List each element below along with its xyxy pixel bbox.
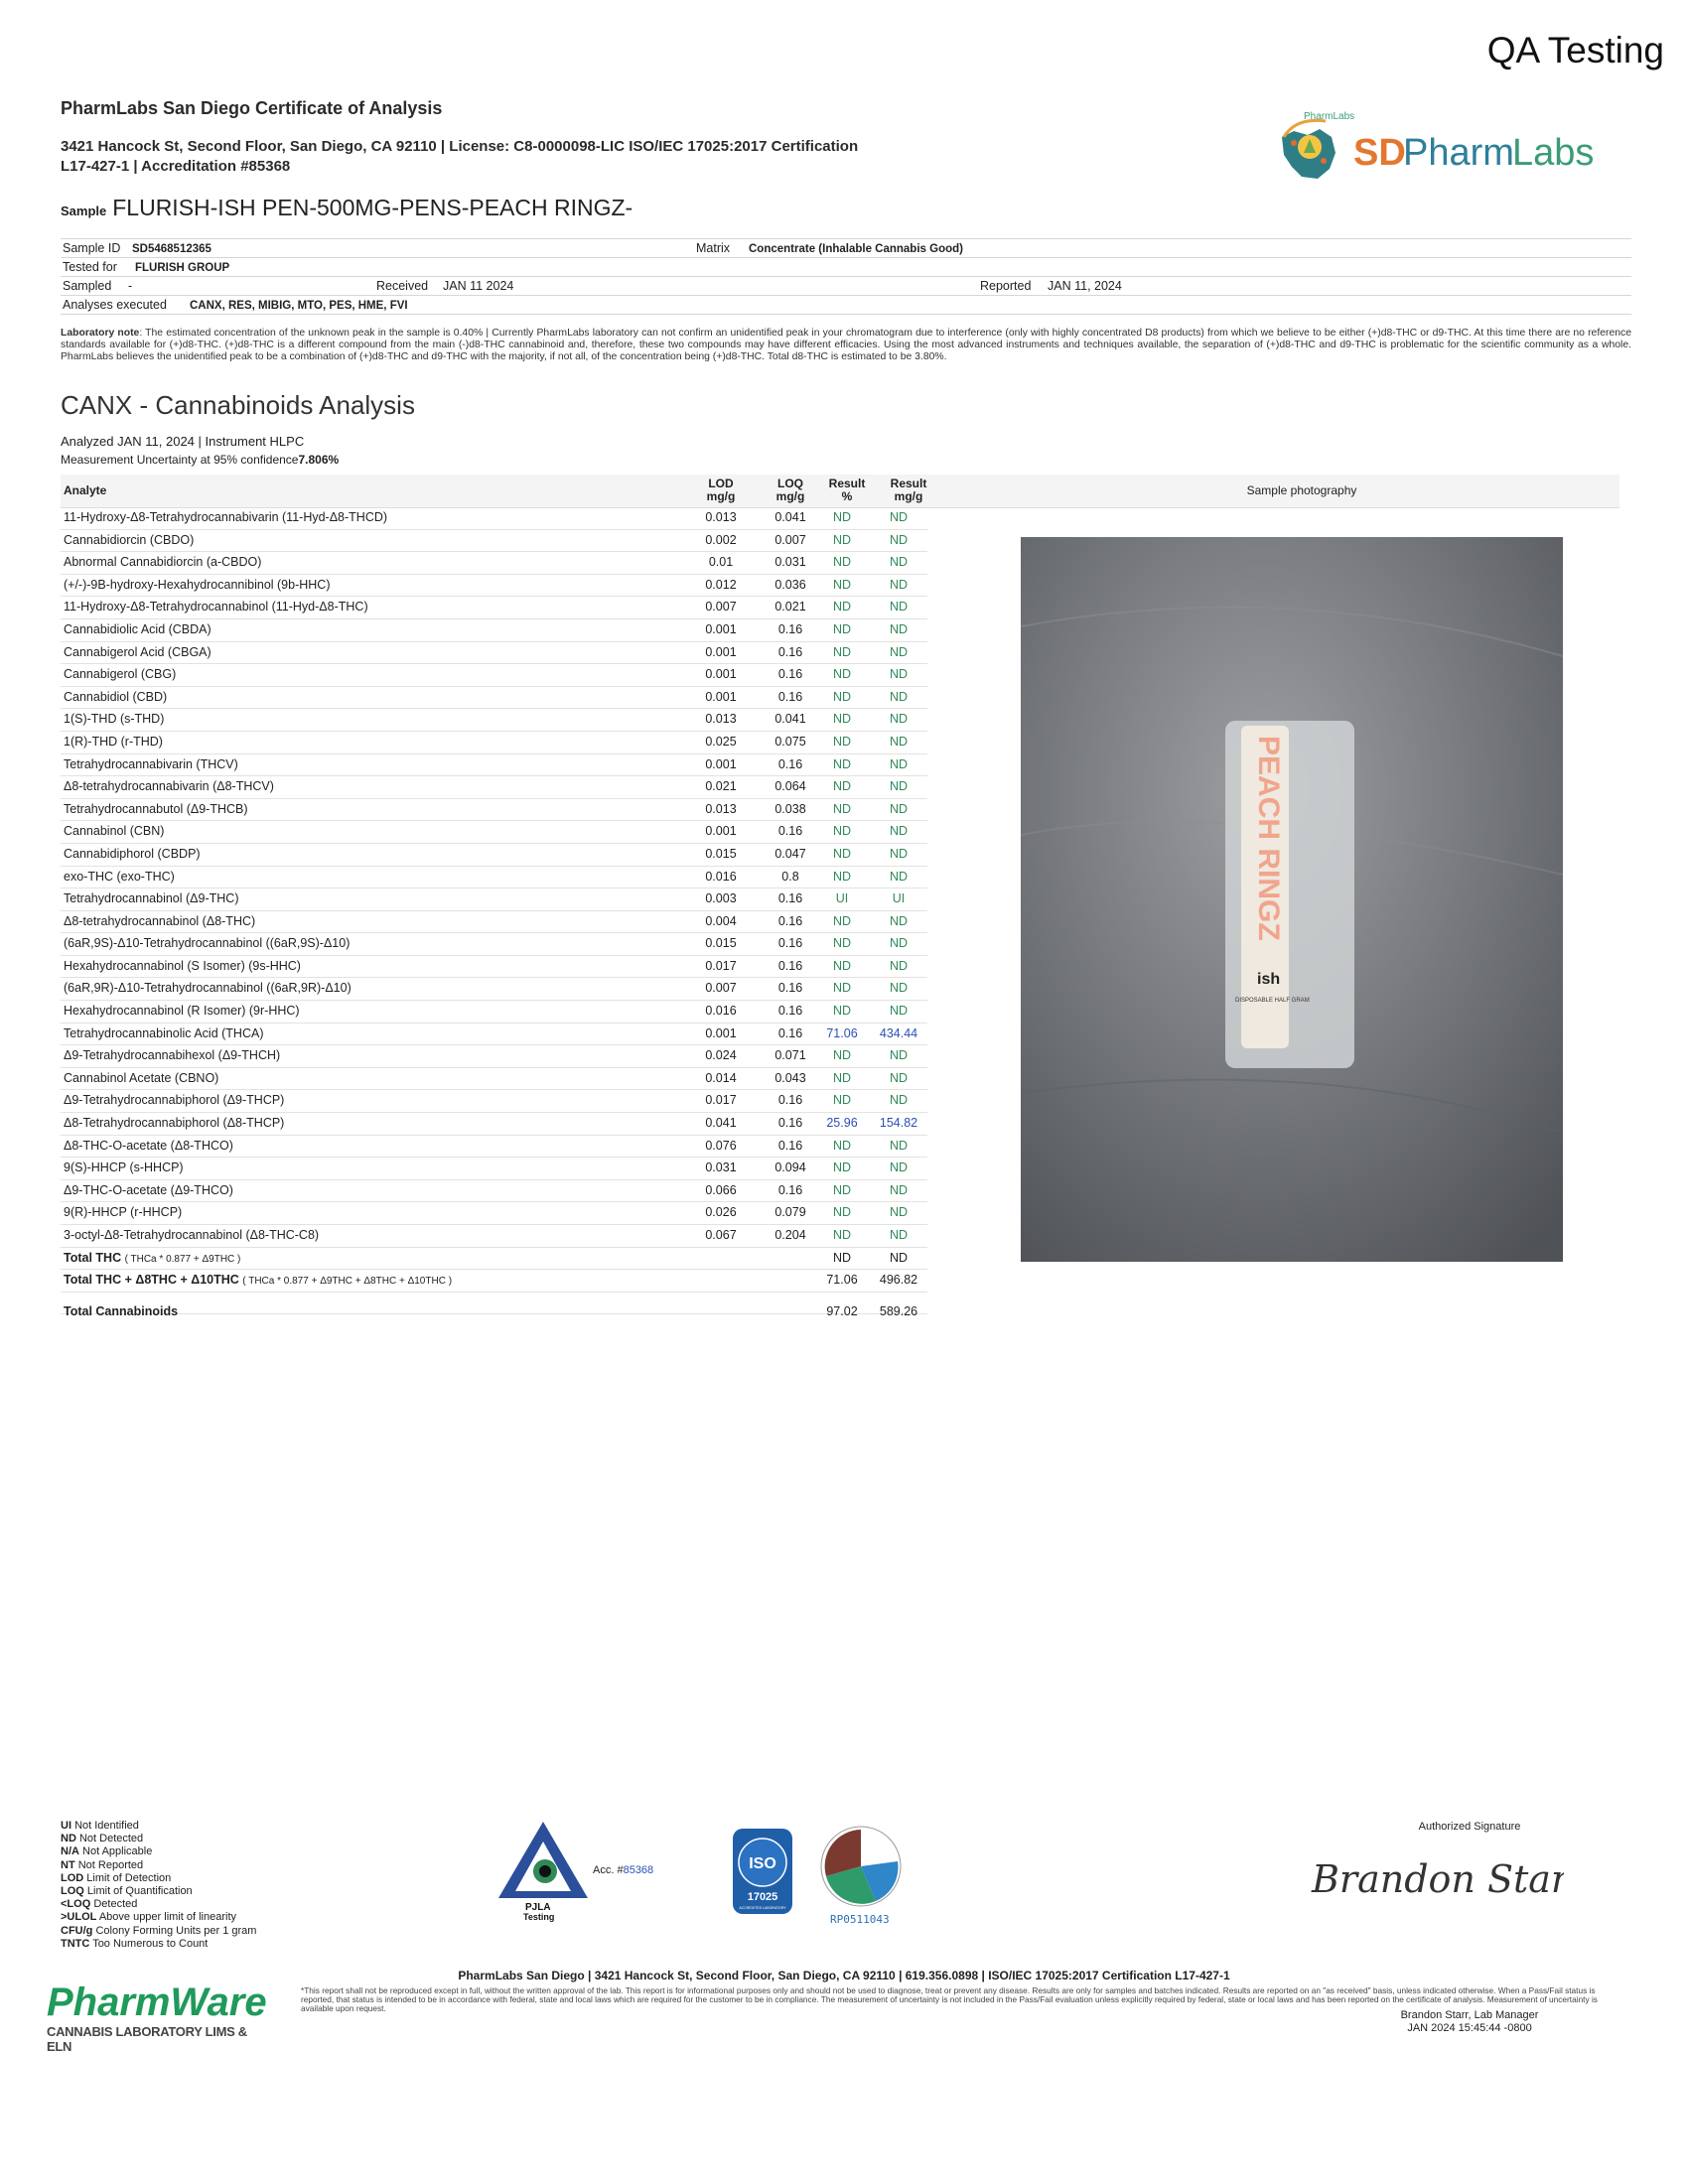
svg-text:Labs: Labs <box>1512 132 1595 174</box>
table-row <box>61 1113 927 1136</box>
loq-value: 0.16 <box>777 1116 803 1131</box>
signature-date: JAN 2024 15:45:44 -0800 <box>1407 2022 1532 2034</box>
analyte-name: 9(S)-HHCP (s-HHCP) <box>64 1160 184 1175</box>
result-mg: UI <box>892 891 906 906</box>
loq-value: 0.038 <box>774 801 806 816</box>
sample-id-label: Sample ID <box>63 241 121 255</box>
pharmware-subtitle: CANNABIS LABORATORY LIMS & ELN <box>47 2024 247 2054</box>
result-mg: ND <box>889 621 909 636</box>
loq-value: 0.16 <box>777 644 803 659</box>
cannabinoid-table <box>61 507 927 1314</box>
loq-value: 0.036 <box>774 577 806 592</box>
authorized-signature-label: Authorized Signature <box>1418 1821 1521 1833</box>
result-pct: ND <box>832 667 852 682</box>
result-mg: ND <box>889 1138 909 1153</box>
header-result-pct: Result % <box>828 477 866 503</box>
total-mg: 496.82 <box>879 1273 918 1288</box>
result-pct: ND <box>832 689 852 704</box>
result-pct: ND <box>832 532 852 547</box>
result-pct: ND <box>832 981 852 996</box>
result-mg: ND <box>889 1160 909 1175</box>
lod-value: 0.001 <box>705 824 737 839</box>
analyte-name: Cannabidiolic Acid (CBDA) <box>64 621 211 636</box>
analyte-name: Tetrahydrocannabinol (Δ9-THC) <box>64 891 239 906</box>
analyte-name: Tetrahydrocannabinolic Acid (THCA) <box>64 1025 264 1040</box>
lod-value: 0.015 <box>705 936 737 951</box>
matrix-label: Matrix <box>696 241 731 255</box>
lod-value: 0.013 <box>705 510 737 524</box>
received-value: JAN 11 2024 <box>443 279 514 293</box>
result-pct: ND <box>832 1093 852 1108</box>
result-pct: ND <box>832 1070 852 1085</box>
dea-seal-icon <box>816 1822 906 1911</box>
table-row <box>61 911 927 934</box>
result-pct: ND <box>832 734 852 749</box>
lod-value: 0.013 <box>705 801 737 816</box>
photo-label-text: PEACH RINGZ <box>1252 736 1285 941</box>
analyte-name: 11-Hydroxy-Δ8-Tetrahydrocannabinol (11-Hyd-Δ8-THC) <box>64 600 368 614</box>
legend-item: N/A Not Applicable <box>61 1845 153 1858</box>
analyte-name: (6aR,9S)-Δ10-Tetrahydrocannabinol ((6aR,9S)-Δ10) <box>64 936 351 951</box>
section-title: CANX - Cannabinoids Analysis <box>61 390 415 420</box>
table-row <box>61 821 927 844</box>
loq-value: 0.079 <box>774 1205 806 1220</box>
sample-id-value: SD5468512365 <box>132 243 211 255</box>
total-cannabinoids-mg: 589.26 <box>879 1304 918 1318</box>
loq-value: 0.041 <box>774 712 806 727</box>
analyte-name: exo-THC (exo-THC) <box>64 869 175 884</box>
result-mg: ND <box>889 1070 909 1085</box>
table-row <box>61 530 927 553</box>
loq-value: 0.16 <box>777 958 803 973</box>
lod-value: 0.007 <box>705 981 737 996</box>
result-pct: 25.96 <box>826 1116 858 1131</box>
analyte-name: (6aR,9R)-Δ10-Tetrahydrocannabinol ((6aR,9R)-Δ10) <box>64 981 352 996</box>
table-row <box>61 933 927 956</box>
loq-value: 0.16 <box>777 1093 803 1108</box>
result-mg: ND <box>889 779 909 794</box>
loq-value: 0.16 <box>777 1182 803 1197</box>
table-row <box>61 575 927 598</box>
loq-value: 0.041 <box>774 510 806 524</box>
lod-value: 0.076 <box>705 1138 737 1153</box>
result-pct: UI <box>835 891 849 906</box>
result-mg: ND <box>889 913 909 928</box>
lod-value: 0.016 <box>705 1004 737 1019</box>
result-pct: ND <box>832 869 852 884</box>
analyte-name: Cannabinol (CBN) <box>64 824 165 839</box>
lod-value: 0.001 <box>705 644 737 659</box>
total-row <box>61 1248 927 1271</box>
uncertainty-value: 7.806% <box>298 453 340 467</box>
result-pct: ND <box>832 1004 852 1019</box>
info-row-id <box>61 238 1631 258</box>
result-pct: ND <box>832 824 852 839</box>
result-pct: ND <box>832 644 852 659</box>
table-row <box>61 799 927 822</box>
pharmware-logo <box>47 1980 275 2060</box>
analyte-name: Cannabidiol (CBD) <box>64 689 168 704</box>
total-mg: ND <box>889 1250 909 1265</box>
lod-value: 0.017 <box>705 1093 737 1108</box>
uncertainty-line <box>61 453 339 467</box>
loq-value: 0.16 <box>777 936 803 951</box>
reported-label: Reported <box>980 279 1032 293</box>
loq-value: 0.16 <box>777 667 803 682</box>
total-cannabinoids-pct: 97.02 <box>826 1304 858 1318</box>
analyte-name: 11-Hydroxy-Δ8-Tetrahydrocannabivarin (11-Hyd-Δ8-THCD) <box>64 510 388 524</box>
result-pct: ND <box>832 1048 852 1063</box>
legend-item: <LOQ Detected <box>61 1898 138 1911</box>
analyte-name: Δ8-tetrahydrocannabinol (Δ8-THC) <box>64 913 256 928</box>
table-row <box>61 619 927 642</box>
result-mg: ND <box>889 1093 909 1108</box>
analyte-name: Δ8-Tetrahydrocannabiphorol (Δ8-THCP) <box>64 1116 285 1131</box>
loq-value: 0.16 <box>777 621 803 636</box>
lab-address: 3421 Hancock St, Second Floor, San Diego, CA 92110 | License: C8-0000098-LIC ISO/IEC 17025:2017 Certification <box>61 138 859 155</box>
svg-text:Testing: Testing <box>523 1912 555 1922</box>
table-row <box>61 664 927 687</box>
lod-value: 0.017 <box>705 958 737 973</box>
dea-id: RP0511043 <box>830 1913 890 1926</box>
result-mg: ND <box>889 734 909 749</box>
result-pct: ND <box>832 756 852 771</box>
table-row <box>61 978 927 1001</box>
legend-item: LOQ Limit of Quantification <box>61 1885 193 1898</box>
header-result-mg: Result mg/g <box>890 477 927 503</box>
analyte-name: Cannabidiorcin (CBDO) <box>64 532 195 547</box>
result-mg: ND <box>889 958 909 973</box>
uncertainty-label: Measurement Uncertainty at 95% confidence <box>61 453 299 467</box>
table-row <box>61 642 927 665</box>
loq-value: 0.16 <box>777 1025 803 1040</box>
svg-text:Brandon Starr: Brandon Starr <box>1312 1857 1564 1901</box>
sample-info-table <box>61 238 1631 315</box>
analyte-name: Cannabinol Acetate (CBNO) <box>64 1070 219 1085</box>
lab-note-text: : The estimated concentration of the unknown peak in the sample is 0.40% | Currently PharmLabs laboratory can not confirm an unidentified peak in your chromatogram due to interference (only with highly concentrated D8 products) from which we believe to be either (+)d8-THC or d9-THC. At this time there are no reference standards available for (+)d8-THC. (+)d8-THC is a different compound from the main (-)d8-THC cannabinoid and, therefore, these two compounds may have different efficacies. Using the most advanced instruments and techniques available, the separation of (+)d8-THC and d9-THC is problematic for the scientific community as a whole. PharmLabs believes the unidentified peak to be a combination of (+)d8-THC and d9-THC with the majority, if not all, of the concentration being (+)d8-THC. Total d8-THC is estimated to be 3.80%. <box>61 328 1631 362</box>
laboratory-note <box>61 328 1631 363</box>
analyte-name: Cannabidiphorol (CBDP) <box>64 846 201 861</box>
result-mg: ND <box>889 712 909 727</box>
matrix-value: Concentrate (Inhalable Cannabis Good) <box>749 243 963 255</box>
result-mg: ND <box>889 600 909 614</box>
iso-badge-icon <box>731 1827 794 1916</box>
result-pct: ND <box>832 621 852 636</box>
loq-value: 0.8 <box>781 869 799 884</box>
result-pct: ND <box>832 1182 852 1197</box>
lod-value: 0.024 <box>705 1048 737 1063</box>
info-row-analyses <box>61 296 1631 315</box>
result-mg: ND <box>889 1228 909 1242</box>
sample-photo-image <box>1021 537 1563 1262</box>
footer-disclaimer: *This report shall not be reproduced except in full, without the written approval of the lab. This report is for informational purposes only and should not be used to diagnose, treat or prevent any disease. Results are only for samples and batches indicated. Results are reported on an "as received" basis, unless indicated otherwise. When a Pass/Fail status is reported, that status is intended to be in accordance with federal, state and local laws which are required for the customer to be in compliance. The measurement of uncertainty is not included in the Pass/Fail evaluation unless explicitly required by federal, state or local laws and has been reported on the certificate of analysis. Measurement of uncertainty is available upon request. <box>301 1985 1598 2013</box>
sample-label: Sample <box>61 204 107 218</box>
result-mg: ND <box>889 1004 909 1019</box>
result-mg: 434.44 <box>879 1025 918 1040</box>
svg-text:17025: 17025 <box>747 1891 778 1903</box>
total-row <box>61 1270 927 1293</box>
lod-value: 0.002 <box>705 532 737 547</box>
lod-value: 0.001 <box>705 689 737 704</box>
photo-sub-text: DISPOSABLE HALF GRAM <box>1235 998 1310 1004</box>
analyte-name: Cannabigerol Acid (CBGA) <box>64 644 211 659</box>
result-mg: ND <box>889 756 909 771</box>
tested-for-label: Tested for <box>63 260 117 274</box>
legend-item: TNTC Too Numerous to Count <box>61 1937 209 1950</box>
lod-value: 0.066 <box>705 1182 737 1197</box>
table-row <box>61 1068 927 1091</box>
analyte-name: 9(R)-HHCP (r-HHCP) <box>64 1205 183 1220</box>
loq-value: 0.007 <box>774 532 806 547</box>
table-row <box>61 687 927 710</box>
svg-text:PJLA: PJLA <box>525 1902 551 1913</box>
result-mg: ND <box>889 510 909 524</box>
loq-value: 0.16 <box>777 824 803 839</box>
result-pct: ND <box>832 600 852 614</box>
result-pct: ND <box>832 555 852 570</box>
info-row-tested-for <box>61 258 1631 277</box>
pharmware-wordmark: PharmWare <box>47 1980 267 2024</box>
svg-text:ISO: ISO <box>749 1855 776 1872</box>
lod-value: 0.015 <box>705 846 737 861</box>
received-label: Received <box>376 279 429 293</box>
total-cannabinoids-row <box>61 1300 927 1322</box>
legend-item: UI Not Identified <box>61 1820 139 1832</box>
lod-value: 0.025 <box>705 734 737 749</box>
analyte-name: Δ8-THC-O-acetate (Δ8-THCO) <box>64 1138 233 1153</box>
result-pct: ND <box>832 913 852 928</box>
result-pct: ND <box>832 779 852 794</box>
analyte-name: 3-octyl-Δ8-Tetrahydrocannabinol (Δ8-THC-C8) <box>64 1228 320 1242</box>
table-row <box>61 709 927 732</box>
loq-value: 0.16 <box>777 913 803 928</box>
total-pct: ND <box>832 1250 852 1265</box>
analyses-value: CANX, RES, MIBIG, MTO, PES, HME, FVI <box>190 300 408 312</box>
table-row <box>61 776 927 799</box>
loq-value: 0.071 <box>774 1048 806 1063</box>
lab-accreditation: L17-427-1 | Accreditation #85368 <box>61 158 291 175</box>
analyte-name: (+/-)-9B-hydroxy-Hexahydrocannibinol (9b-HHC) <box>64 577 331 592</box>
sampled-value: - <box>128 279 133 293</box>
result-pct: ND <box>832 1138 852 1153</box>
result-mg: ND <box>889 936 909 951</box>
lod-value: 0.001 <box>705 1025 737 1040</box>
lod-value: 0.041 <box>705 1116 737 1131</box>
analyte-name: Abnormal Cannabidiorcin (a-CBDO) <box>64 555 262 570</box>
loq-value: 0.16 <box>777 1004 803 1019</box>
loq-value: 0.16 <box>777 689 803 704</box>
loq-value: 0.043 <box>774 1070 806 1085</box>
info-row-dates <box>61 277 1631 296</box>
sdpharmlabs-logo <box>1274 107 1631 187</box>
table-row <box>61 1225 927 1248</box>
total-label: Total THC + Δ8THC + Δ10THC ( THCa * 0.877 + Δ9THC + Δ8THC + Δ10THC ) <box>64 1273 453 1288</box>
svg-text:PharmLabs: PharmLabs <box>1304 111 1355 122</box>
table-row <box>61 1001 927 1024</box>
loq-value: 0.047 <box>774 846 806 861</box>
analyte-name: 1(R)-THD (r-THD) <box>64 734 163 749</box>
analyte-name: Hexahydrocannabinol (R Isomer) (9r-HHC) <box>64 1004 300 1019</box>
lod-value: 0.007 <box>705 600 737 614</box>
analyte-name: Hexahydrocannabinol (S Isomer) (9s-HHC) <box>64 958 301 973</box>
analyte-name: Δ9-THC-O-acetate (Δ9-THCO) <box>64 1182 233 1197</box>
result-mg: ND <box>889 869 909 884</box>
svg-text:SD: SD <box>1353 132 1406 174</box>
reported-value: JAN 11, 2024 <box>1048 279 1122 293</box>
result-pct: ND <box>832 1160 852 1175</box>
table-row <box>61 754 927 777</box>
table-row <box>61 888 927 911</box>
table-row <box>61 507 927 530</box>
lod-value: 0.026 <box>705 1205 737 1220</box>
result-pct: ND <box>832 712 852 727</box>
loq-value: 0.031 <box>774 555 806 570</box>
result-mg: ND <box>889 824 909 839</box>
analyte-name: Δ9-Tetrahydrocannabiphorol (Δ9-THCP) <box>64 1093 285 1108</box>
table-row <box>61 1045 927 1068</box>
photo-brand-text: ish <box>1257 971 1281 988</box>
result-mg: ND <box>889 555 909 570</box>
result-mg: ND <box>889 1048 909 1063</box>
result-pct: ND <box>832 936 852 951</box>
lod-value: 0.001 <box>705 621 737 636</box>
lab-title: PharmLabs San Diego Certificate of Analysis <box>61 98 443 118</box>
legend-item: NT Not Reported <box>61 1858 144 1871</box>
lod-value: 0.031 <box>705 1160 737 1175</box>
analyzed-line: Analyzed JAN 11, 2024 | Instrument HLPC <box>61 434 305 449</box>
result-mg: ND <box>889 689 909 704</box>
iso-17025-badge <box>731 1827 794 1916</box>
analyte-name: Δ8-tetrahydrocannabivarin (Δ8-THCV) <box>64 779 274 794</box>
table-row <box>61 732 927 754</box>
lab-note-label: Laboratory note <box>61 328 140 339</box>
total-label: Total THC ( THCa * 0.877 + Δ9THC ) <box>64 1250 241 1265</box>
result-mg: ND <box>889 532 909 547</box>
loq-value: 0.16 <box>777 756 803 771</box>
qa-testing-label: QA Testing <box>1486 30 1664 70</box>
header-analyte: Analyte <box>64 483 107 497</box>
header-photo: Sample photography <box>1246 483 1357 497</box>
dea-seal <box>816 1822 906 1931</box>
table-row <box>61 956 927 979</box>
header-loq: LOQ mg/g <box>775 477 805 503</box>
svg-text:Pharm: Pharm <box>1403 132 1514 174</box>
loq-value: 0.075 <box>774 734 806 749</box>
svg-text:ACCREDITED LABORATORY: ACCREDITED LABORATORY <box>739 1906 786 1910</box>
total-pct: 71.06 <box>826 1273 858 1288</box>
table-row <box>61 1202 927 1225</box>
signature <box>1306 1848 1564 1908</box>
logo-emblem-icon <box>1274 107 1631 187</box>
header-lod: LOD mg/g <box>706 477 736 503</box>
table-row <box>61 552 927 575</box>
table-row <box>61 1158 927 1180</box>
lod-value: 0.003 <box>705 891 737 906</box>
result-mg: ND <box>889 1182 909 1197</box>
loq-value: 0.204 <box>774 1228 806 1242</box>
result-mg: 154.82 <box>879 1116 918 1131</box>
sample-name: FLURISH-ISH PEN-500MG-PENS-PEACH RINGZ- <box>112 195 633 220</box>
footer-address: PharmLabs San Diego | 3421 Hancock St, Second Floor, San Diego, CA 92110 | 619.356.0898 | ISO/IEC 17025:2017 Certification L17-427-1 <box>458 1969 1230 1982</box>
analyses-label: Analyses executed <box>63 298 167 312</box>
analyte-name: Δ9-Tetrahydrocannabihexol (Δ9-THCH) <box>64 1048 281 1063</box>
legend-item: >ULOL Above upper limit of linearity <box>61 1911 237 1924</box>
result-pct: ND <box>832 958 852 973</box>
pjla-accreditation: Acc. #85368 <box>593 1864 654 1876</box>
table-header <box>61 475 1619 508</box>
pjla-logo <box>493 1817 662 1926</box>
lod-value: 0.014 <box>705 1070 737 1085</box>
result-mg: ND <box>889 644 909 659</box>
loq-value: 0.064 <box>774 779 806 794</box>
result-pct: ND <box>832 1205 852 1220</box>
table-row <box>61 597 927 619</box>
legend-item: ND Not Detected <box>61 1833 144 1845</box>
lod-value: 0.01 <box>708 555 734 570</box>
analyte-name: Cannabigerol (CBG) <box>64 667 177 682</box>
table-row <box>61 1180 927 1203</box>
sample-photograph <box>1021 537 1563 1262</box>
table-row <box>61 1136 927 1159</box>
table-row <box>61 1024 927 1046</box>
loq-value: 0.16 <box>777 891 803 906</box>
result-pct: ND <box>832 1228 852 1242</box>
lod-value: 0.004 <box>705 913 737 928</box>
analyte-name: Tetrahydrocannabutol (Δ9-THCB) <box>64 801 248 816</box>
table-row <box>61 1090 927 1113</box>
result-mg: ND <box>889 577 909 592</box>
loq-value: 0.094 <box>774 1160 806 1175</box>
legend-item: CFU/g Colony Forming Units per 1 gram <box>61 1924 257 1937</box>
result-mg: ND <box>889 801 909 816</box>
abbreviation-legend <box>61 1820 256 1951</box>
loq-value: 0.021 <box>774 600 806 614</box>
handwritten-signature <box>1306 1848 1564 1908</box>
analyte-name: 1(S)-THD (s-THD) <box>64 712 165 727</box>
lod-value: 0.016 <box>705 869 737 884</box>
result-mg: ND <box>889 981 909 996</box>
result-mg: ND <box>889 1205 909 1220</box>
lod-value: 0.067 <box>705 1228 737 1242</box>
sample-title <box>61 195 633 221</box>
lod-value: 0.013 <box>705 712 737 727</box>
signer-name: Brandon Starr, Lab Manager <box>1400 2009 1539 2021</box>
legend-item: LOD Limit of Detection <box>61 1871 172 1884</box>
result-pct: ND <box>832 846 852 861</box>
loq-value: 0.16 <box>777 981 803 996</box>
lod-value: 0.021 <box>705 779 737 794</box>
table-row <box>61 844 927 867</box>
sampled-label: Sampled <box>63 279 112 293</box>
result-pct: ND <box>832 801 852 816</box>
result-pct: 71.06 <box>826 1025 858 1040</box>
analyte-name: Tetrahydrocannabivarin (THCV) <box>64 756 238 771</box>
lod-value: 0.001 <box>705 667 737 682</box>
lod-value: 0.001 <box>705 756 737 771</box>
lod-value: 0.012 <box>705 577 737 592</box>
result-mg: ND <box>889 667 909 682</box>
result-pct: ND <box>832 577 852 592</box>
total-cannabinoids-label: Total Cannabinoids <box>64 1304 179 1318</box>
loq-value: 0.16 <box>777 1138 803 1153</box>
result-pct: ND <box>832 510 852 524</box>
result-mg: ND <box>889 846 909 861</box>
tested-for-value: FLURISH GROUP <box>135 262 230 274</box>
table-row <box>61 867 927 889</box>
